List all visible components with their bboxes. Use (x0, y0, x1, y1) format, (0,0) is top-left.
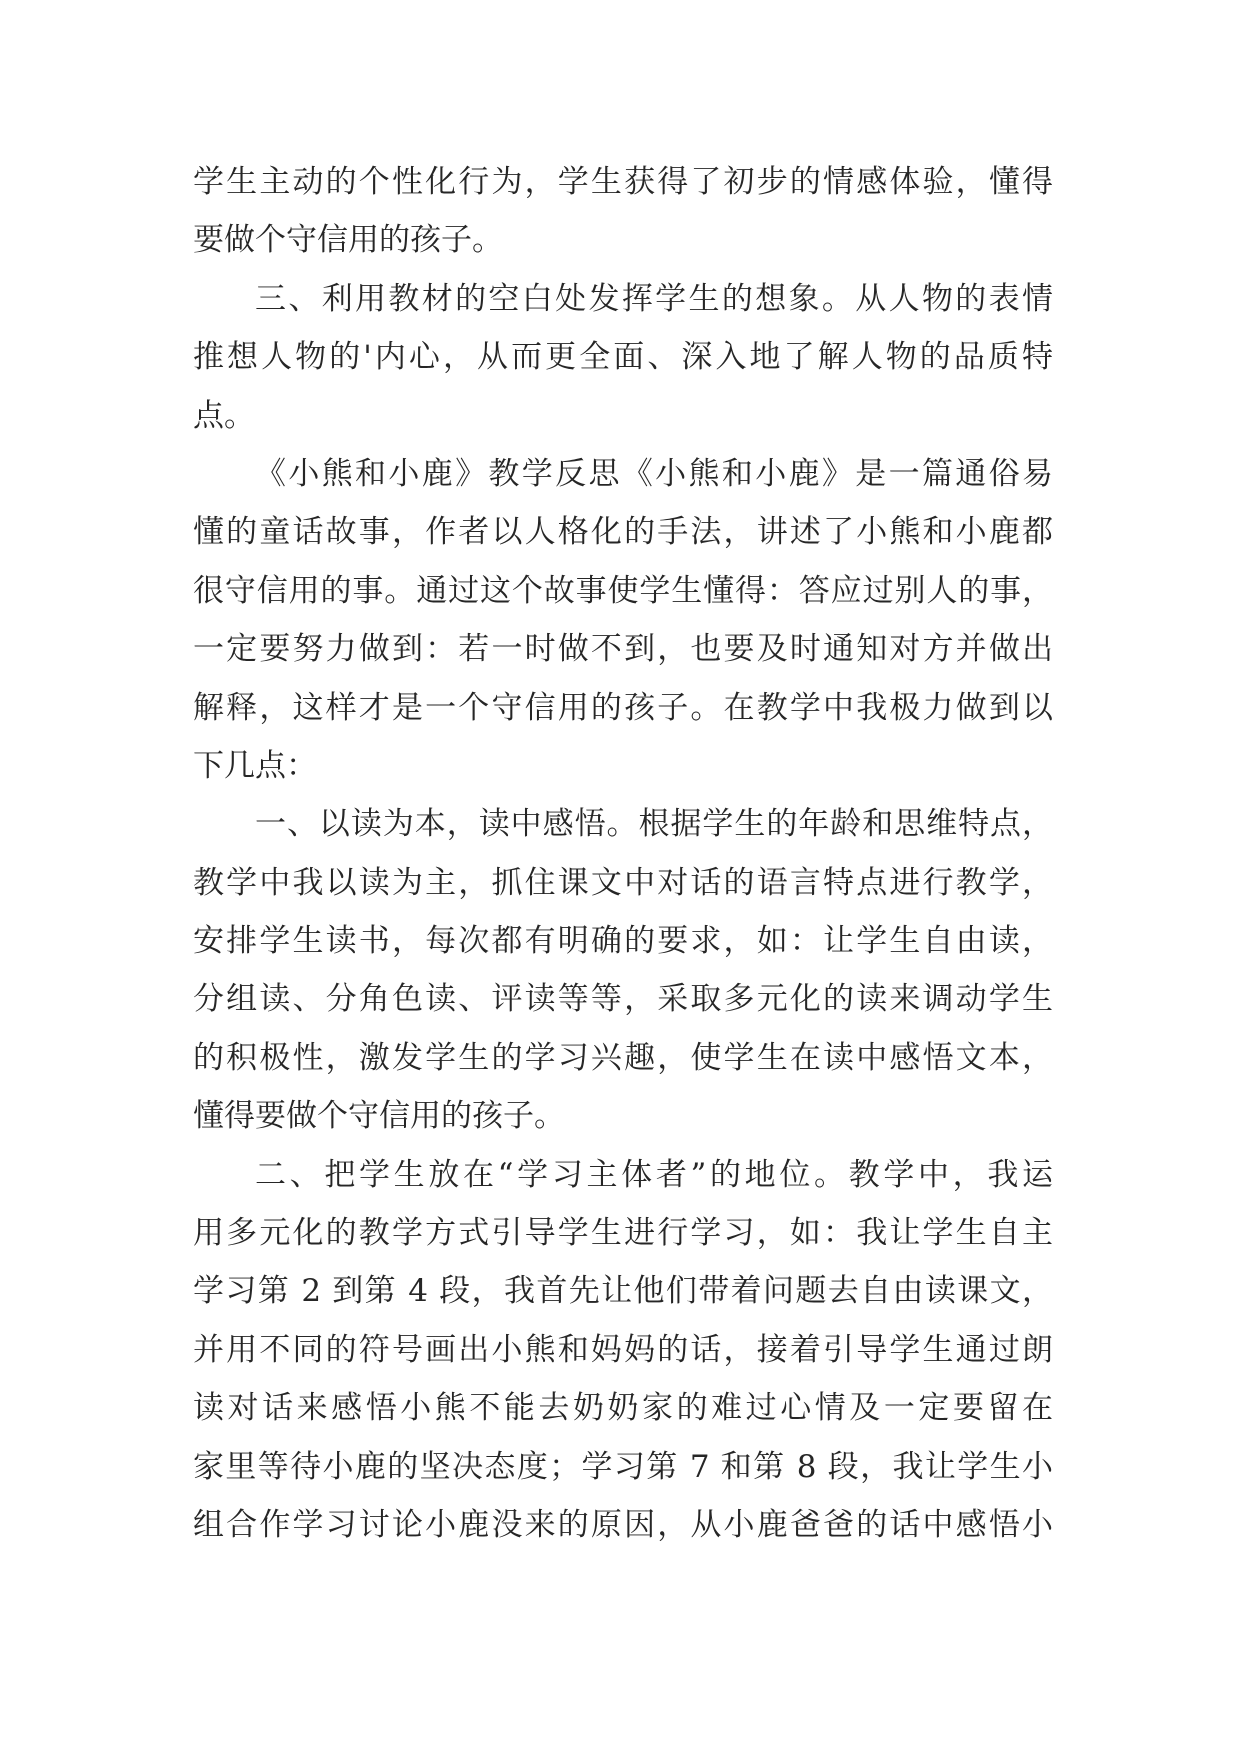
text-line: 安排学生读书，每次都有明确的要求，如：让学生自由读， (193, 923, 1053, 960)
paragraph-first-line: 《小熊和小鹿》教学反思《小熊和小鹿》是一篇通俗易 (255, 455, 1053, 492)
text-line: 要做个守信用的孩子。 (193, 222, 503, 259)
text-line: 一定要努力做到：若一时做不到，也要及时通知对方并做出 (193, 631, 1053, 668)
text-line: 并用不同的符号画出小熊和妈妈的话，接着引导学生通过朗 (193, 1331, 1053, 1368)
text-line: 解释，这样才是一个守信用的孩子。在教学中我极力做到以 (193, 689, 1053, 726)
text-line: 组合作学习讨论小鹿没来的原因，从小鹿爸爸的话中感悟小 (193, 1506, 1053, 1543)
text-line: 推想人物的'内心，从而更全面、深入地了解人物的品质特 (193, 339, 1053, 376)
paragraph-first-line: 二、把学生放在“学习主体者”的地位。教学中，我运 (255, 1156, 1053, 1193)
text-line: 懂的童话故事，作者以人格化的手法，讲述了小熊和小鹿都 (193, 514, 1053, 551)
text-line: 的积极性，激发学生的学习兴趣，使学生在读中感悟文本， (193, 1039, 1053, 1076)
text-line: 学生主动的个性化行为，学生获得了初步的情感体验，懂得 (193, 164, 1053, 200)
text-line: 教学中我以读为主，抓住课文中对话的语言特点进行教学， (193, 864, 1053, 901)
document-body (193, 153, 1053, 1554)
text-line: 分组读、分角色读、评读等等，采取多元化的读来调动学生 (193, 981, 1053, 1018)
text-line: 读对话来感悟小熊不能去奶奶家的难过心情及一定要留在 (193, 1390, 1053, 1427)
text-line: 很守信用的事。通过这个故事使学生懂得：答应过别人的事， (193, 572, 1053, 609)
paragraph-first-line: 一、以读为本，读中感悟。根据学生的年龄和思维特点， (255, 806, 1053, 843)
text-line: 下几点： (193, 747, 317, 784)
text-line: 懂得要做个守信用的孩子。 (193, 1098, 565, 1135)
text-line: 点。 (193, 397, 255, 434)
text-line: 用多元化的教学方式引导学生进行学习，如：我让学生自主 (193, 1215, 1053, 1252)
text-line: 学习第 2 到第 4 段，我首先让他们带着问题去自由读课文， (193, 1273, 1053, 1310)
paragraph-first-line: 三、利用教材的空白处发挥学生的想象。从人物的表情 (255, 280, 1053, 317)
text-line: 家里等待小鹿的坚决态度；学习第 7 和第 8 段，我让学生小 (193, 1448, 1053, 1485)
